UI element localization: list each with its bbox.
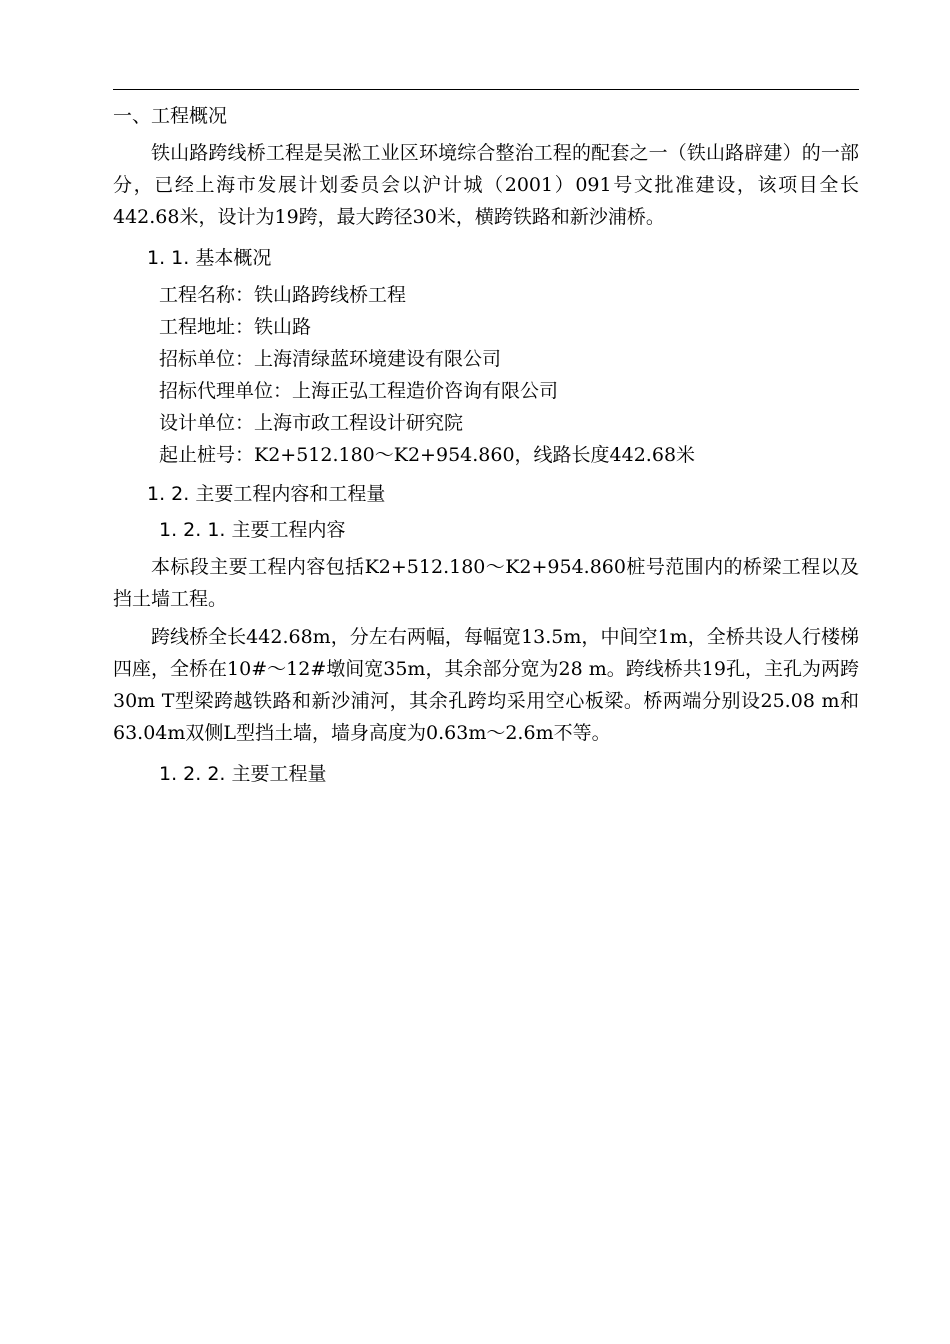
heading-basic-overview: 1. 1. 基本概况 bbox=[147, 247, 272, 269]
info-design-unit: 设计单位：上海市政工程设计研究院 bbox=[159, 412, 464, 434]
document-body bbox=[113, 101, 859, 789]
info-tender-agent: 招标代理单位：上海正弘工程造价咨询有限公司 bbox=[159, 380, 559, 402]
content-paragraph-bridge: 跨线桥全长442.68m，分左右两幅，每幅宽13.5m，中间空1m，全桥共设人行楼梯四座，全桥在10#～12#墩间宽35m，其余部分宽为28 m。跨线桥共19孔，主孔为两跨30m T型梁跨越铁路和新沙浦河，其余孔跨均采用空心板梁。桥两端分别设25.08 m和63.04m双侧L型挡土墙，墙身高度为0.63m～2.6m不等。 bbox=[113, 626, 859, 744]
info-chainage: 起止桩号：K2+512.180～K2+954.860，线路长度442.68米 bbox=[159, 444, 696, 466]
info-project-name: 工程名称：铁山路跨线桥工程 bbox=[159, 284, 407, 306]
content-paragraph-scope: 本标段主要工程内容包括K2+512.180～K2+954.860桩号范围内的桥梁工程以及挡土墙工程。 bbox=[113, 556, 859, 610]
info-project-address: 工程地址：铁山路 bbox=[159, 316, 312, 338]
section-heading-overview: 一、工程概况 bbox=[113, 105, 228, 127]
header-rule bbox=[113, 89, 859, 90]
info-tendering-unit: 招标单位：上海清绿蓝环境建设有限公司 bbox=[159, 348, 502, 370]
heading-main-content: 1. 2. 1. 主要工程内容 bbox=[159, 519, 346, 541]
heading-main-quantities: 1. 2. 2. 主要工程量 bbox=[159, 763, 327, 785]
basic-info-list bbox=[113, 279, 859, 471]
overview-paragraph: 铁山路跨线桥工程是吴淞工业区环境综合整治工程的配套之一（铁山路辟建）的一部分，已经上海市发展计划委员会以沪计城（2001）091号文批准建设，该项目全长442.68米，设计为19跨，最大跨径30米，横跨铁路和新沙浦桥。 bbox=[113, 142, 859, 228]
heading-main-works: 1. 2. 主要工程内容和工程量 bbox=[147, 483, 386, 505]
